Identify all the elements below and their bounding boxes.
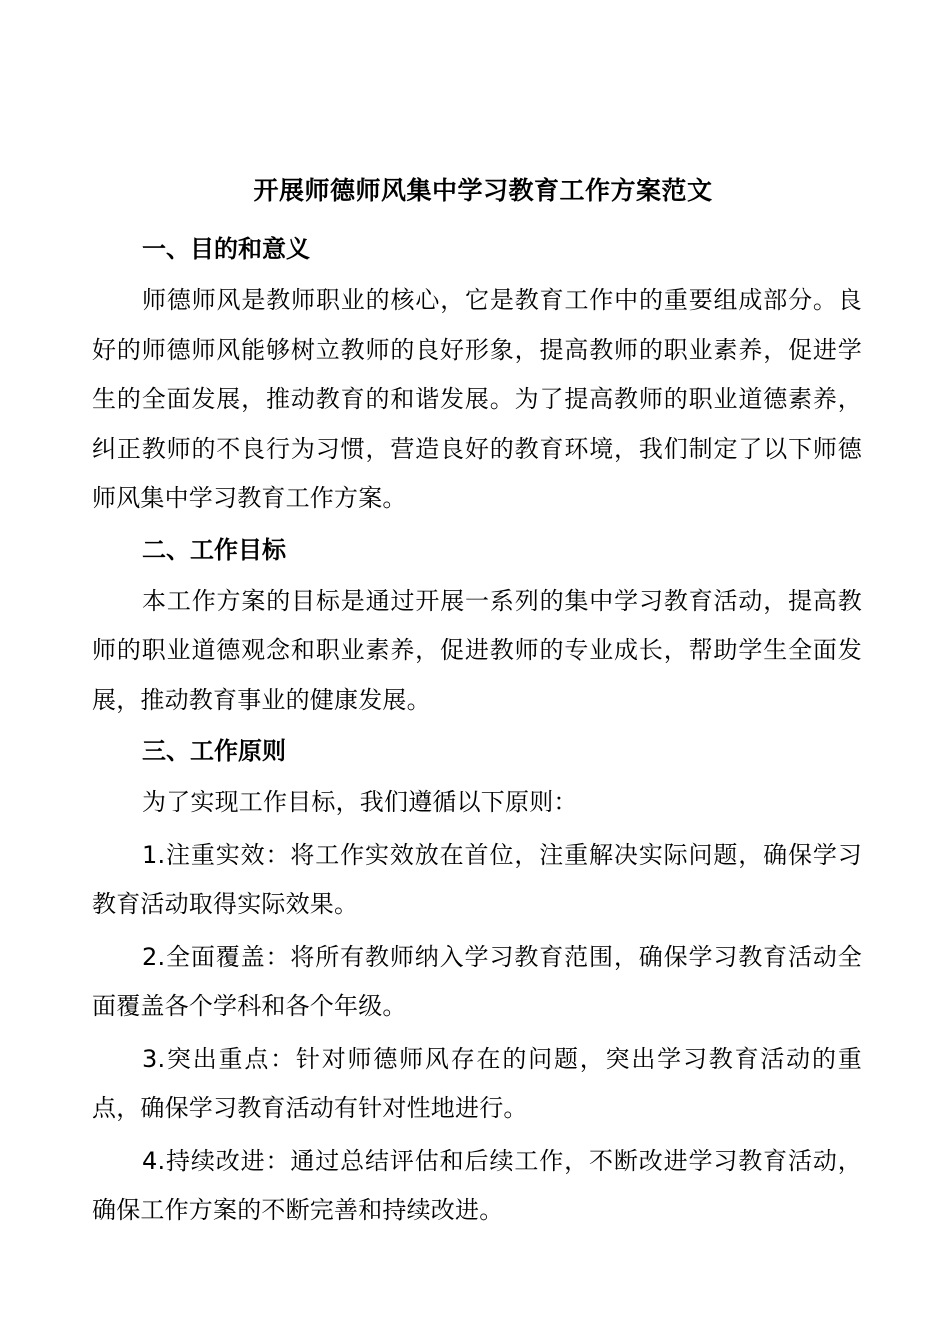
section-purpose (92, 226, 862, 524)
principle-item: 3.突出重点：针对师德师风存在的问题，突出学习教育活动的重点，确保学习教育活动有针对性地进行。 (92, 1044, 862, 1122)
section-goals (92, 527, 862, 726)
section-heading: 二、工作目标 (142, 535, 286, 564)
principle-item: 1.注重实效：将工作实效放在首位，注重解决实际问题，确保学习教育活动取得实际效果。 (92, 840, 862, 918)
principle-item: 4.持续改进：通过总结评估和后续工作，不断改进学习教育活动，确保工作方案的不断完善和持续改进。 (92, 1146, 862, 1224)
section-heading: 一、目的和意义 (142, 235, 310, 263)
section-heading: 三、工作原则 (142, 737, 286, 765)
paragraph: 为了实现工作目标，我们遵循以下原则： (142, 788, 578, 816)
document-title: 开展师德师风集中学习教育工作方案范文 (253, 176, 713, 205)
document-body (92, 168, 862, 1239)
principle-item: 2.全面覆盖：将所有教师纳入学习教育范围，确保学习教育活动全面覆盖各个学科和各个年级。 (92, 942, 862, 1020)
section-principles (92, 728, 862, 1236)
paragraph: 师德师风是教师职业的核心，它是教育工作中的重要组成部分。良好的师德师风能够树立教师的良好形象，提高教师的职业素养，促进学生的全面发展，推动教育的和谐发展。为了提高教师的职业道德素养，纠正教师的不良行为习惯，营造良好的教育环境，我们制定了以下师德师风集中学习教育工作方案。 (92, 286, 862, 512)
paragraph: 本工作方案的目标是通过开展一系列的集中学习教育活动，提高教师的职业道德观念和职业素养，促进教师的专业成长，帮助学生全面发展，推动教育事业的健康发展。 (92, 586, 862, 714)
